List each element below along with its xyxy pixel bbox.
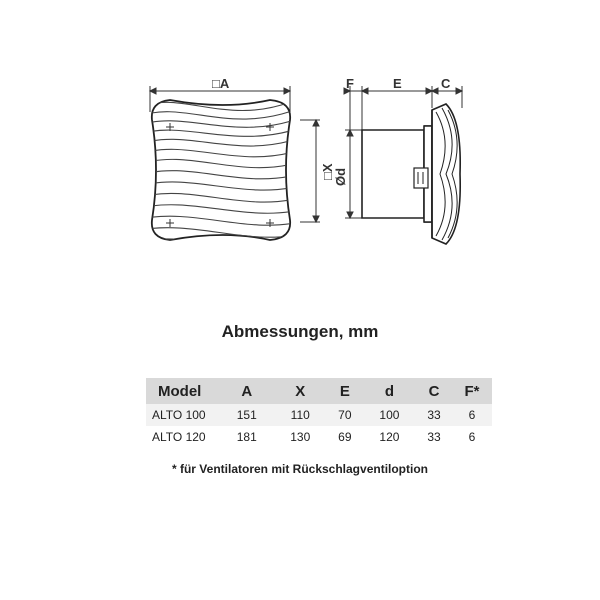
cell-a: 181 (236, 430, 257, 444)
cell-c: 33 (416, 404, 452, 426)
dimension-a-label: □A (212, 76, 230, 91)
cell-x: 130 (290, 430, 311, 444)
dimension-x-label: □X (320, 163, 335, 180)
side-view (333, 76, 462, 244)
table-row (146, 426, 492, 448)
cell-e: 70 (327, 404, 363, 426)
header-e: E (327, 378, 363, 404)
header-a: A (220, 378, 274, 404)
cell-e: 69 (338, 430, 352, 444)
header-model: Model (146, 378, 220, 404)
front-panel (140, 98, 300, 248)
page-title: Abmessungen, mm (221, 322, 379, 341)
dimension-c-label: C (441, 76, 451, 91)
cell-d: 100 (363, 404, 417, 426)
dimensions-table (146, 378, 492, 448)
footnote: * für Ventilatoren mit Rückschlagventiloption (171, 462, 429, 476)
header-x: X (274, 378, 328, 404)
cell-model: ALTO 120 (152, 430, 206, 444)
panel-profile (432, 104, 460, 244)
cell-a: 151 (220, 404, 274, 426)
cell-d: 120 (379, 430, 400, 444)
cell-c: 33 (427, 430, 441, 444)
cell-f: 6 (468, 430, 476, 444)
header-c: C (416, 378, 452, 404)
cell-x: 110 (274, 404, 328, 426)
dimension-x (300, 120, 320, 222)
header-d: d (363, 378, 417, 404)
cell-f: 6 (452, 404, 492, 426)
header-f: F* (452, 378, 492, 404)
dimension-d-label: Ød (333, 167, 348, 186)
front-view (140, 76, 335, 248)
dimension-e-label: E (393, 76, 402, 91)
dimension-f-label: F (346, 76, 354, 91)
duct-spigot (362, 126, 432, 222)
table-header-row (146, 378, 492, 404)
table-row (146, 404, 492, 426)
cell-model: ALTO 100 (146, 404, 220, 426)
